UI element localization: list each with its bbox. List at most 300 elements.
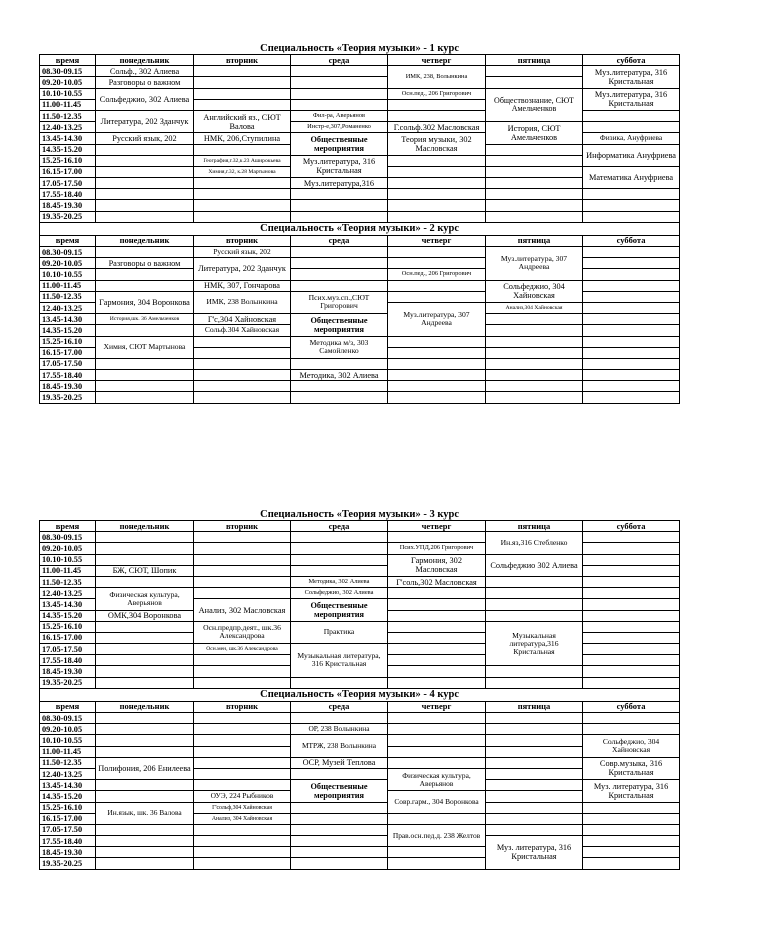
time-cell: 12.40-13.25 — [40, 302, 96, 313]
empty-cell — [486, 392, 583, 403]
col-fri: пятница — [486, 235, 583, 246]
empty-cell — [291, 66, 388, 77]
col-mon: понедельник — [96, 55, 194, 66]
empty-cell — [388, 392, 486, 403]
class-cell: ИМК, 238, Волынкина — [388, 66, 486, 88]
time-cell: 09.20-10.05 — [40, 258, 96, 269]
table-row — [40, 381, 680, 392]
empty-cell — [96, 713, 194, 724]
time-cell: 11.50-12.35 — [40, 576, 96, 587]
empty-cell — [583, 110, 680, 121]
empty-cell — [388, 370, 486, 381]
empty-cell — [583, 370, 680, 381]
empty-cell — [486, 576, 583, 587]
empty-cell — [388, 110, 486, 121]
time-cell: 16.15-17.00 — [40, 632, 96, 643]
table-row — [40, 110, 680, 121]
empty-cell — [96, 791, 194, 802]
empty-cell — [96, 644, 194, 655]
empty-cell — [194, 66, 291, 77]
empty-cell — [486, 358, 583, 369]
empty-cell — [486, 370, 583, 381]
table-row — [40, 211, 680, 222]
empty-cell — [583, 713, 680, 724]
col-thu: четверг — [388, 521, 486, 532]
time-cell: 19.35-20.25 — [40, 211, 96, 222]
empty-cell — [291, 836, 388, 847]
empty-cell — [486, 336, 583, 347]
class-cell: Разговоры о важном — [96, 258, 194, 269]
empty-cell — [291, 358, 388, 369]
empty-cell — [291, 858, 388, 869]
time-cell: 19.35-20.25 — [40, 858, 96, 869]
empty-cell — [388, 189, 486, 200]
class-cell: Общественные мероприятия — [291, 780, 388, 802]
empty-cell — [194, 554, 291, 565]
empty-cell — [96, 655, 194, 666]
time-cell: 17.05-17.50 — [40, 178, 96, 189]
empty-cell — [96, 836, 194, 847]
table-row — [40, 543, 680, 554]
class-cell: ОУЭ, 224 Рыбников — [194, 791, 291, 802]
empty-cell — [583, 280, 680, 291]
class-cell: ОСР, Музей Теплова — [291, 757, 388, 768]
empty-cell — [583, 381, 680, 392]
empty-cell — [96, 269, 194, 280]
empty-cell — [96, 677, 194, 688]
empty-cell — [291, 565, 388, 576]
empty-cell — [486, 713, 583, 724]
class-cell: Фил-ра, Аверьянов — [291, 110, 388, 121]
time-cell: 09.20-10.05 — [40, 724, 96, 735]
empty-cell — [388, 155, 486, 166]
empty-cell — [388, 858, 486, 869]
empty-cell — [388, 632, 486, 643]
empty-cell — [194, 543, 291, 554]
empty-cell — [583, 302, 680, 313]
time-cell: 14.35-15.20 — [40, 144, 96, 155]
empty-cell — [486, 677, 583, 688]
col-time: время — [40, 521, 96, 532]
empty-cell — [291, 381, 388, 392]
time-cell: 09.20-10.05 — [40, 77, 96, 88]
empty-cell — [291, 847, 388, 858]
empty-cell — [96, 780, 194, 791]
table-row — [40, 576, 680, 587]
empty-cell — [486, 189, 583, 200]
col-mon: понедельник — [96, 235, 194, 246]
empty-cell — [291, 269, 388, 280]
time-cell: 18.45-19.30 — [40, 847, 96, 858]
class-cell: Совр.гарм., 304 Воронкова — [388, 791, 486, 813]
empty-cell — [486, 724, 583, 735]
empty-cell — [583, 858, 680, 869]
empty-cell — [194, 392, 291, 403]
empty-cell — [388, 677, 486, 688]
empty-cell — [194, 565, 291, 576]
empty-cell — [194, 768, 291, 779]
empty-cell — [388, 588, 486, 599]
class-cell: Муз. литература, 316 Кристальная — [486, 836, 583, 870]
empty-cell — [96, 211, 194, 222]
time-cell: 11.00-11.45 — [40, 99, 96, 110]
time-cell: 14.35-15.20 — [40, 325, 96, 336]
empty-cell — [194, 370, 291, 381]
class-cell: Прав.осн.пед.д. 238 Желтов — [388, 824, 486, 846]
table-row — [40, 291, 680, 302]
empty-cell — [96, 370, 194, 381]
course-1-title: Специальность «Теория музыки» - 1 курс — [40, 42, 680, 55]
time-cell: 11.50-12.35 — [40, 110, 96, 121]
empty-cell — [96, 735, 194, 746]
empty-cell — [583, 824, 680, 835]
empty-cell — [388, 847, 486, 858]
empty-cell — [388, 666, 486, 677]
empty-cell — [486, 211, 583, 222]
empty-cell — [583, 610, 680, 621]
table-row — [40, 358, 680, 369]
class-cell: Русский язык, 202 — [194, 247, 291, 258]
empty-cell — [96, 824, 194, 835]
class-cell: Общественные мероприятия — [291, 133, 388, 155]
empty-cell — [194, 677, 291, 688]
empty-cell — [388, 644, 486, 655]
class-cell: Физическая культура, Аверьянов — [96, 588, 194, 610]
class-cell: НМК, 307, Гончарова — [194, 280, 291, 291]
class-cell: Инстр-е,307,Романенко — [291, 122, 388, 133]
empty-cell — [96, 632, 194, 643]
table-row — [40, 847, 680, 858]
empty-cell — [583, 813, 680, 824]
empty-cell — [291, 813, 388, 824]
empty-cell — [583, 247, 680, 258]
time-cell: 12.40-13.25 — [40, 122, 96, 133]
empty-cell — [194, 576, 291, 587]
table-row — [40, 780, 680, 791]
table-row — [40, 532, 680, 543]
empty-cell — [583, 347, 680, 358]
time-cell: 16.15-17.00 — [40, 813, 96, 824]
class-cell: Ин.язык, шк. 36 Валова — [96, 802, 194, 824]
time-cell: 17.05-17.50 — [40, 644, 96, 655]
empty-cell — [486, 314, 583, 325]
empty-cell — [96, 280, 194, 291]
table-row — [40, 314, 680, 325]
table-row — [40, 554, 680, 565]
empty-cell — [291, 99, 388, 110]
class-cell: Обществознание, СЮТ Амельченков — [486, 88, 583, 122]
empty-cell — [194, 178, 291, 189]
empty-cell — [486, 347, 583, 358]
empty-cell — [96, 532, 194, 543]
empty-cell — [486, 178, 583, 189]
empty-cell — [583, 532, 680, 543]
col-tue: вторник — [194, 521, 291, 532]
col-mon: понедельник — [96, 521, 194, 532]
empty-cell — [194, 780, 291, 791]
empty-cell — [194, 746, 291, 757]
class-cell: Анализ, 302 Масловская — [194, 599, 291, 621]
empty-cell — [486, 66, 583, 77]
schedule-table-courses-3-4 — [39, 508, 680, 870]
time-cell: 17.55-18.40 — [40, 836, 96, 847]
time-cell: 16.15-17.00 — [40, 166, 96, 177]
time-cell: 09.20-10.05 — [40, 543, 96, 554]
col-mon: понедельник — [96, 701, 194, 712]
class-cell: Музыкальная литература,316 Кристальная — [486, 621, 583, 666]
empty-cell — [486, 610, 583, 621]
class-cell: НМК, 206,Ступилина — [194, 133, 291, 144]
empty-cell — [388, 166, 486, 177]
table-row — [40, 757, 680, 768]
time-cell: 14.35-15.20 — [40, 610, 96, 621]
empty-cell — [583, 358, 680, 369]
empty-cell — [96, 200, 194, 211]
empty-cell — [194, 858, 291, 869]
col-thu: четверг — [388, 235, 486, 246]
class-cell: Совр.музыка, 316 Кристальная — [583, 757, 680, 779]
class-cell: Анализ, 304 Хайновская — [194, 813, 291, 824]
empty-cell — [388, 178, 486, 189]
empty-cell — [96, 358, 194, 369]
empty-cell — [486, 200, 583, 211]
class-cell: Химия,г.32, к.28 Мартынова — [194, 166, 291, 177]
class-cell: Литература, 202 Зданчук — [96, 110, 194, 132]
class-cell: Английский яз., СЮТ Валова — [194, 110, 291, 132]
col-fri: пятница — [486, 521, 583, 532]
col-thu: четверг — [388, 55, 486, 66]
time-cell: 19.35-20.25 — [40, 677, 96, 688]
empty-cell — [96, 576, 194, 587]
col-wed: среда — [291, 55, 388, 66]
empty-cell — [486, 166, 583, 177]
empty-cell — [583, 200, 680, 211]
class-cell: География,г.32,к.23 Аширокьева — [194, 155, 291, 166]
class-cell: Ин.яз,316 Стебленко — [486, 532, 583, 554]
time-cell: 11.00-11.45 — [40, 565, 96, 576]
empty-cell — [583, 325, 680, 336]
empty-cell — [388, 291, 486, 302]
col-thu: четверг — [388, 701, 486, 712]
time-cell: 13.45-14.30 — [40, 780, 96, 791]
col-tue: вторник — [194, 55, 291, 66]
time-cell: 15.25-16.10 — [40, 621, 96, 632]
table-row — [40, 588, 680, 599]
time-cell: 13.45-14.30 — [40, 133, 96, 144]
empty-cell — [583, 565, 680, 576]
empty-cell — [583, 336, 680, 347]
empty-cell — [96, 554, 194, 565]
time-cell: 15.25-16.10 — [40, 336, 96, 347]
class-cell: Анализ,304 Хайновская — [486, 302, 583, 313]
header-row — [40, 701, 680, 712]
table-row — [40, 713, 680, 724]
empty-cell — [486, 588, 583, 599]
class-cell: Математика Ануфриева — [583, 166, 680, 188]
empty-cell — [96, 247, 194, 258]
time-cell: 16.15-17.00 — [40, 347, 96, 358]
empty-cell — [583, 802, 680, 813]
empty-cell — [291, 677, 388, 688]
class-cell: Методика м/з, 303 Самойленко — [291, 336, 388, 358]
empty-cell — [388, 746, 486, 757]
class-cell: Методика, 302 Алиева — [291, 370, 388, 381]
table-row — [40, 336, 680, 347]
empty-cell — [583, 666, 680, 677]
time-cell: 10.10-10.55 — [40, 88, 96, 99]
empty-cell — [486, 791, 583, 802]
class-cell: Полифония, 206 Енилеева — [96, 757, 194, 779]
empty-cell — [583, 392, 680, 403]
class-cell: Г'сольф,304 Хайновская — [194, 802, 291, 813]
empty-cell — [486, 824, 583, 835]
empty-cell — [194, 99, 291, 110]
empty-cell — [291, 280, 388, 291]
empty-cell — [388, 621, 486, 632]
table-row — [40, 258, 680, 269]
class-cell: Сольфеджио, 304 Хайновская — [486, 280, 583, 302]
empty-cell — [486, 813, 583, 824]
empty-cell — [291, 392, 388, 403]
table-row — [40, 858, 680, 869]
table-row — [40, 280, 680, 291]
empty-cell — [96, 325, 194, 336]
empty-cell — [583, 644, 680, 655]
course-2-title: Специальность «Теория музыки» - 2 курс — [40, 222, 680, 235]
table-row — [40, 824, 680, 835]
empty-cell — [194, 713, 291, 724]
schedule-table-courses-1-2 — [39, 42, 680, 404]
table-row — [40, 88, 680, 99]
class-cell: Осн.пед., 206 Григорович — [388, 88, 486, 99]
empty-cell — [486, 325, 583, 336]
class-cell: Сольфеджио 302 Алиева — [486, 554, 583, 576]
empty-cell — [583, 632, 680, 643]
time-cell: 17.05-17.50 — [40, 358, 96, 369]
empty-cell — [388, 813, 486, 824]
class-cell: Муз. литература, 316 Кристальная — [583, 780, 680, 802]
empty-cell — [194, 189, 291, 200]
time-cell: 11.00-11.45 — [40, 280, 96, 291]
table-row — [40, 802, 680, 813]
empty-cell — [194, 381, 291, 392]
col-wed: среда — [291, 235, 388, 246]
class-cell: Сольф., 302 Алиева — [96, 66, 194, 77]
col-tue: вторник — [194, 235, 291, 246]
time-cell: 17.55-18.40 — [40, 370, 96, 381]
empty-cell — [388, 381, 486, 392]
empty-cell — [388, 713, 486, 724]
empty-cell — [194, 144, 291, 155]
class-cell: Г'соль,302 Масловская — [388, 576, 486, 587]
class-cell: Теория музыки, 302 Масловская — [388, 133, 486, 155]
header-row — [40, 55, 680, 66]
empty-cell — [388, 280, 486, 291]
time-cell: 12.40-13.25 — [40, 768, 96, 779]
empty-cell — [194, 836, 291, 847]
class-cell: Общественные мероприятия — [291, 314, 388, 336]
class-cell: История,шк. 36 Амельченков — [96, 314, 194, 325]
empty-cell — [96, 746, 194, 757]
time-cell: 17.55-18.40 — [40, 655, 96, 666]
empty-cell — [486, 757, 583, 768]
col-wed: среда — [291, 701, 388, 712]
empty-cell — [96, 178, 194, 189]
time-cell: 10.10-10.55 — [40, 735, 96, 746]
class-cell: Сольфеджио, 304 Хайновская — [583, 735, 680, 757]
class-cell: Муз.литература, 307 Андреева — [486, 247, 583, 281]
class-cell: Музыкальная литература, 316 Кристальная — [291, 644, 388, 678]
empty-cell — [96, 858, 194, 869]
class-cell: Физика, Ануфриева — [583, 133, 680, 144]
col-time: время — [40, 55, 96, 66]
empty-cell — [388, 200, 486, 211]
empty-cell — [486, 768, 583, 779]
empty-cell — [96, 381, 194, 392]
empty-cell — [194, 724, 291, 735]
class-cell: Гармония, 304 Воронкова — [96, 291, 194, 313]
class-cell: Литература, 202 Зданчук — [194, 258, 291, 280]
empty-cell — [388, 655, 486, 666]
time-cell: 18.45-19.30 — [40, 381, 96, 392]
class-cell: ОР, 238 Волынкина — [291, 724, 388, 735]
empty-cell — [291, 824, 388, 835]
time-cell: 19.35-20.25 — [40, 392, 96, 403]
empty-cell — [583, 258, 680, 269]
class-cell: Русский язык, 202 — [96, 133, 194, 144]
time-cell: 13.45-14.30 — [40, 314, 96, 325]
table-row — [40, 724, 680, 735]
empty-cell — [583, 677, 680, 688]
class-cell: Г.сольф.302 Масловская — [388, 122, 486, 133]
time-cell: 17.05-17.50 — [40, 824, 96, 835]
empty-cell — [486, 735, 583, 746]
col-time: время — [40, 235, 96, 246]
empty-cell — [194, 200, 291, 211]
class-cell: Методика, 302 Алиева — [291, 576, 388, 587]
empty-cell — [291, 200, 388, 211]
table-row — [40, 565, 680, 576]
empty-cell — [291, 247, 388, 258]
empty-cell — [194, 588, 291, 599]
empty-cell — [388, 247, 486, 258]
table-row — [40, 677, 680, 688]
empty-cell — [583, 588, 680, 599]
time-cell: 08.30-09.15 — [40, 66, 96, 77]
empty-cell — [583, 576, 680, 587]
empty-cell — [194, 824, 291, 835]
empty-cell — [486, 155, 583, 166]
empty-cell — [583, 189, 680, 200]
empty-cell — [291, 554, 388, 565]
empty-cell — [194, 347, 291, 358]
empty-cell — [486, 666, 583, 677]
class-cell: Информатика Ануфриева — [583, 144, 680, 166]
empty-cell — [194, 735, 291, 746]
time-cell: 08.30-09.15 — [40, 713, 96, 724]
empty-cell — [583, 836, 680, 847]
empty-cell — [486, 144, 583, 155]
empty-cell — [388, 532, 486, 543]
empty-cell — [96, 144, 194, 155]
empty-cell — [96, 847, 194, 858]
empty-cell — [388, 757, 486, 768]
col-wed: среда — [291, 521, 388, 532]
empty-cell — [96, 621, 194, 632]
empty-cell — [96, 543, 194, 554]
table-row — [40, 133, 680, 144]
time-cell: 10.10-10.55 — [40, 269, 96, 280]
